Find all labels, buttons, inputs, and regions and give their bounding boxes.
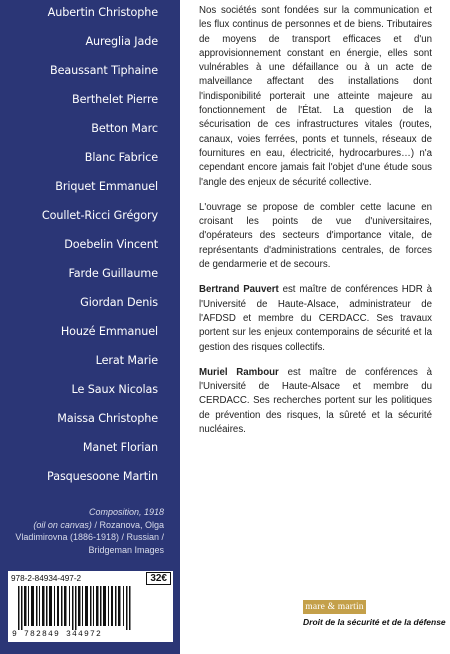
author-name: Pasquesoone Martin — [47, 470, 158, 483]
publisher-logo: mare & martin — [303, 600, 366, 614]
author-name: Farde Guillaume — [68, 267, 158, 280]
author-name: Aureglia Jade — [85, 35, 158, 48]
editor-bio: est maître de conférences HDR à l'Université de Haute-Alsace, administrateur de l'AFDSD et membre du CERDACC. Ses travaux portent sur les enjeux contemporains de sécurité et la gestion des risques collectifs. — [199, 284, 433, 353]
paragraph-bio-pauvert — [199, 283, 432, 354]
author-name: Berthelet Pierre — [72, 93, 158, 106]
barcode-digits: 9 782849 344972 — [12, 630, 103, 639]
author-name: Le Saux Nicolas — [71, 383, 158, 396]
credit-medium: (oil on canvas) — [33, 519, 92, 530]
author-name: Lerat Marie — [95, 354, 158, 367]
paragraph-purpose: L'ouvrage se propose de combler cette lacune en croisant les points de vue d'universitaires, d'opérateurs des secteurs d'importance vitale, de représentants d'administrations centrales, de forces de gendarmerie et de secours. — [199, 201, 432, 271]
paragraph-bio-rambour — [199, 366, 432, 437]
barcode-box — [8, 571, 173, 642]
author-name: Betton Marc — [91, 122, 158, 135]
author-name: Beaussant Tiphaine — [50, 64, 158, 77]
back-cover-text — [199, 4, 432, 448]
editor-name: Bertrand Pauvert — [199, 284, 279, 296]
editor-bio: est maître de conférences à l'Université de Haute-Alsace et membre du CERDACC. Ses recherches portent sur les politiques de prévention des risques, la sûreté et la sécurité nucléaires. — [199, 366, 432, 436]
author-name: Briquet Emmanuel — [55, 180, 158, 193]
isbn: 978-2-84934-497-2 — [11, 574, 82, 583]
author-name: Doebelin Vincent — [64, 238, 158, 251]
author-name: Aubertin Christophe — [47, 6, 158, 19]
author-name: Coullet-Ricci Grégory — [41, 209, 158, 222]
image-credit — [14, 506, 164, 556]
author-name: Houzé Emmanuel — [60, 325, 158, 338]
author-name: Blanc Fabrice — [84, 151, 158, 164]
author-name: Manet Florian — [82, 441, 158, 454]
price-tag: 32€ — [146, 572, 171, 585]
left-panel — [0, 0, 180, 654]
credit-rest: / Rozanova, Olga Vladimirovna (1886-1918) / Russian / Bridgeman Images — [15, 519, 164, 555]
author-name: Maissa Christophe — [57, 412, 158, 425]
paragraph-intro: Nos sociétés sont fondées sur la communication et les flux continus de personnes et de biens. Tributaires de moyens de transport efficaces et d'un approvisionnement constant en énergie, elles sont vulnérables à une défaillance ou à un acte de malveillance affectant des installations dont l'indisponibilité porterait une atteinte majeure au fonctionnement de l'État. La question de la sécurisation de ces infrastructures vitales (routes, canaux, voies ferrées, ponts et tunnels, réseaux de fournitures en eau, électricité, hydrocarbures…) n'a cependant encore jamais fait l'objet d'une étude sous l'angle des enjeux de sécurité collective. — [199, 5, 432, 188]
author-name: Giordan Denis — [80, 296, 158, 309]
barcode-icon — [18, 586, 138, 630]
credit-title: Composition, 1918 — [88, 507, 164, 517]
collection-name: Droit de la sécurité et de la défense — [303, 617, 446, 627]
editor-name: Muriel Rambour — [199, 366, 279, 378]
